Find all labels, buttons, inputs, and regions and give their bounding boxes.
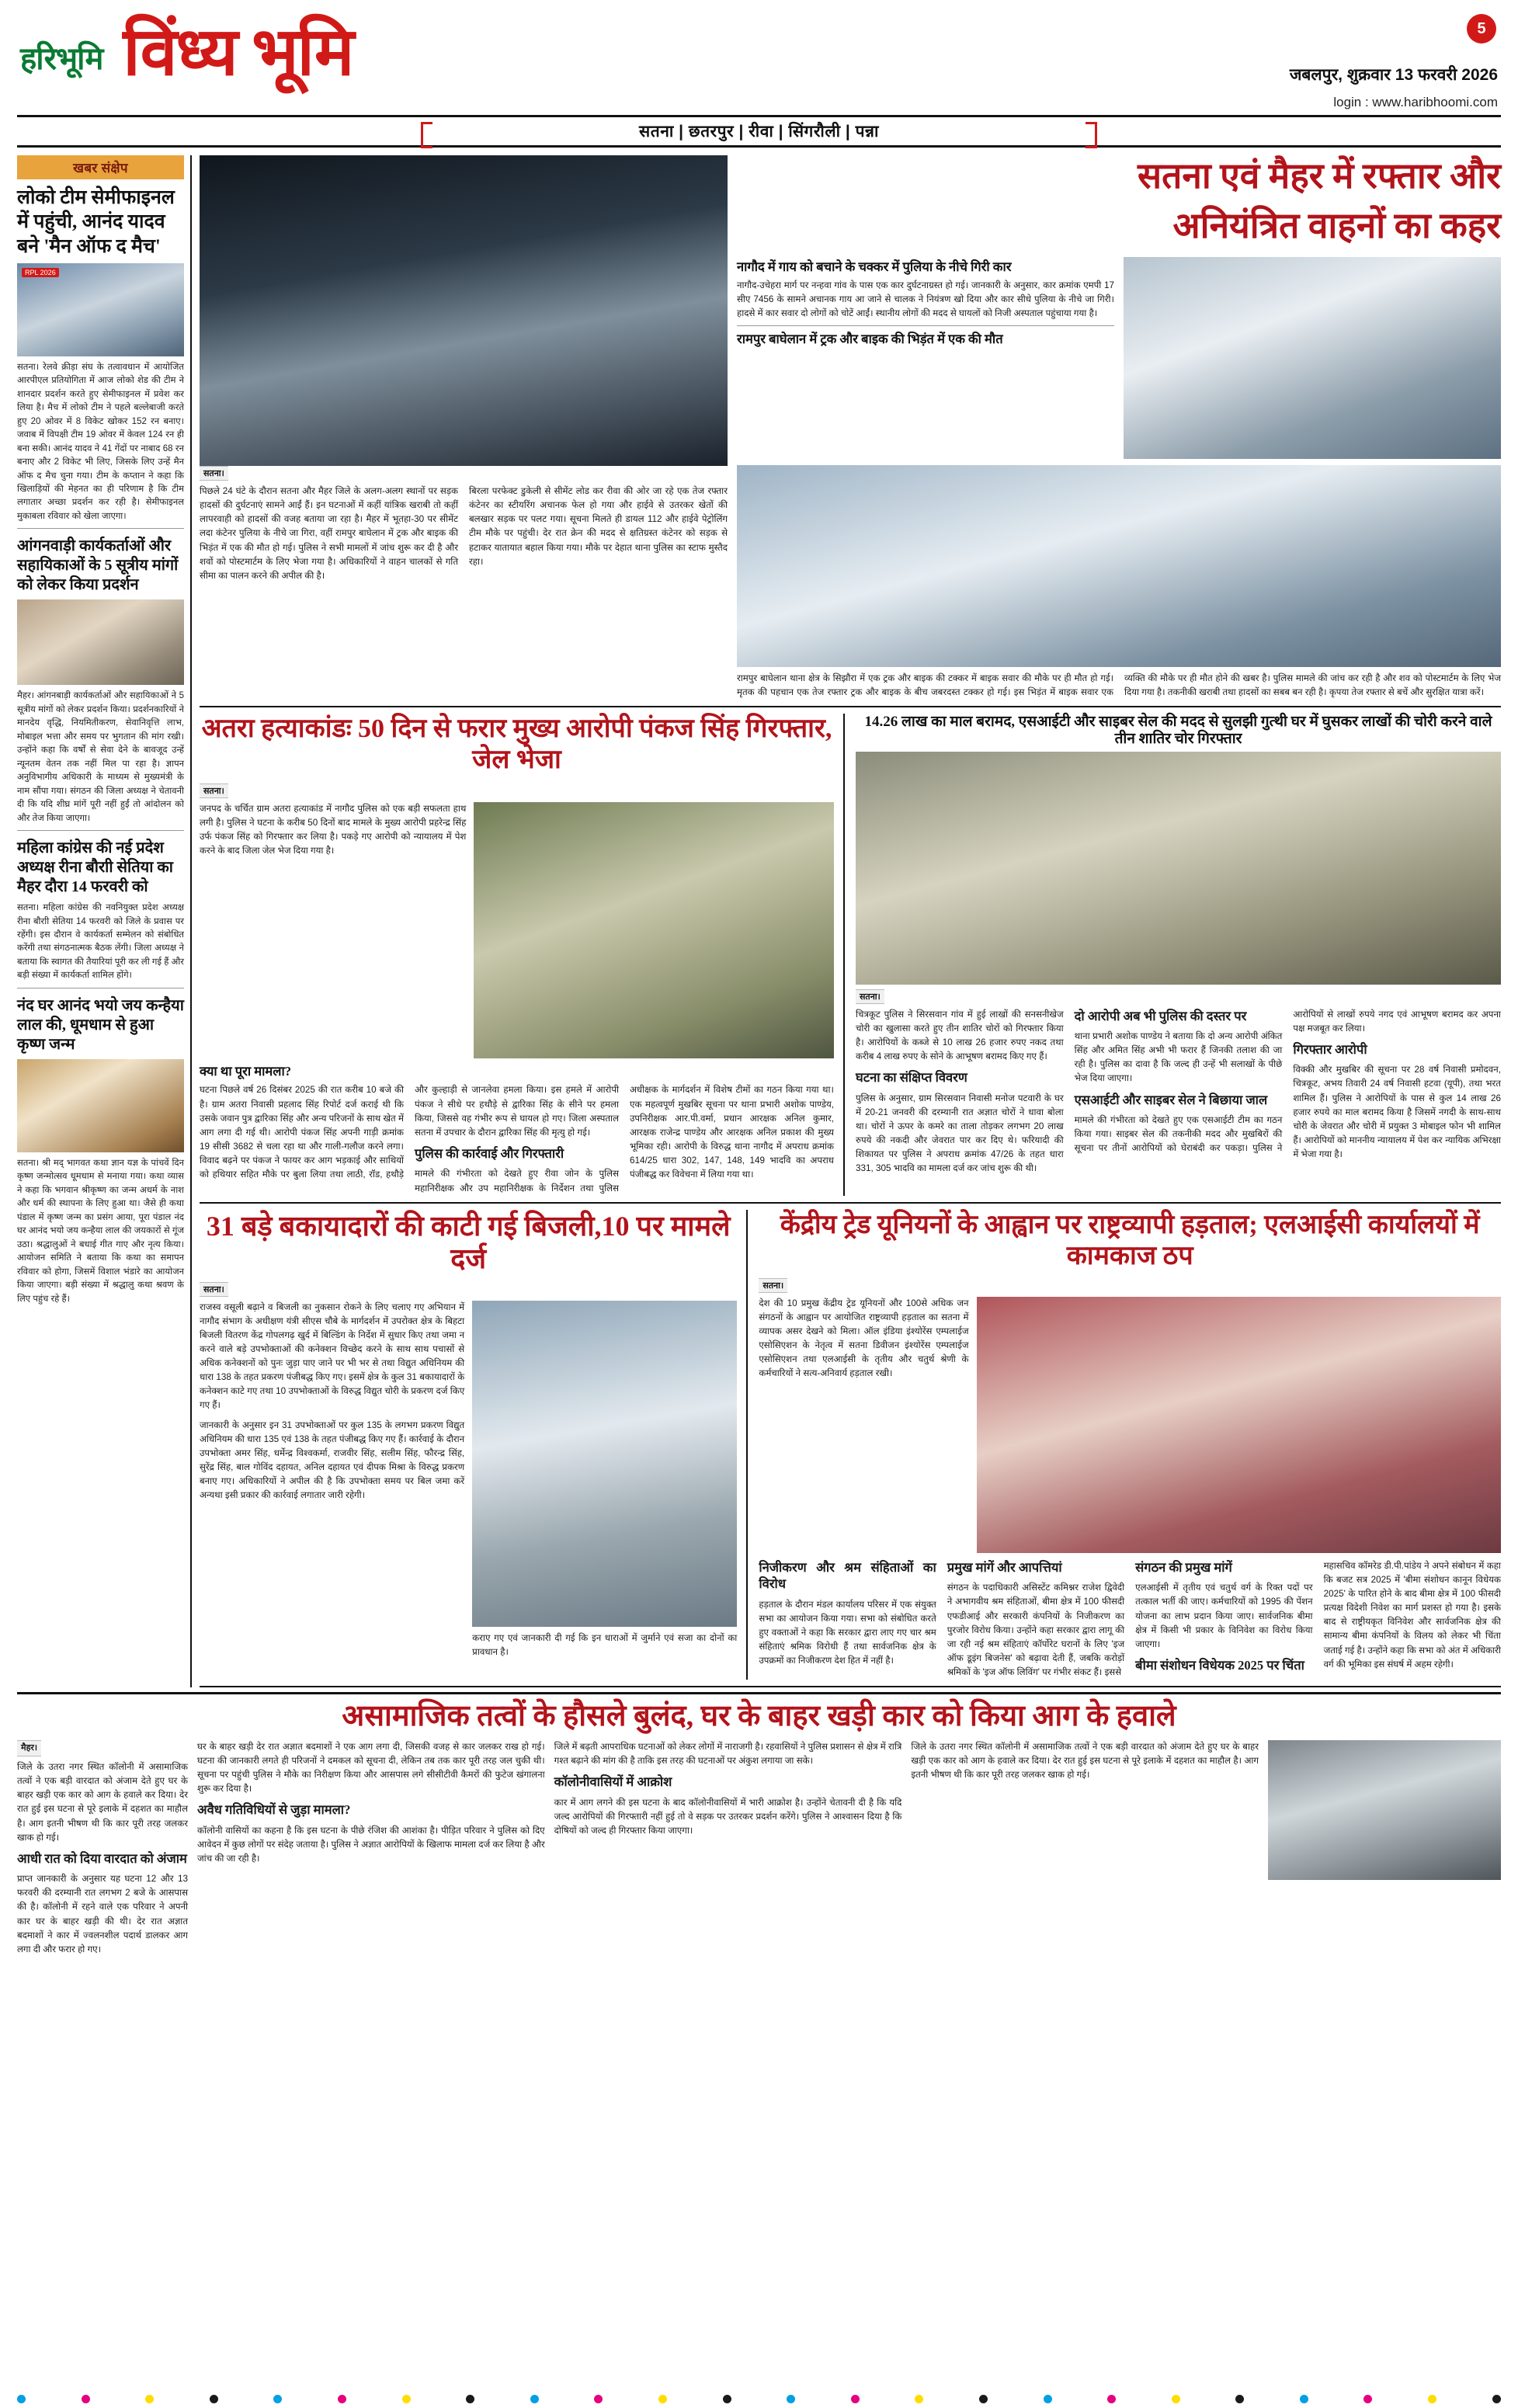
registration-dot (402, 2395, 411, 2403)
lead-headline-l2: अनियंत्रित वाहनों का कहर (1172, 206, 1501, 246)
power-dateline: सतना। (200, 1282, 228, 1297)
registration-marks (17, 2395, 1501, 2403)
page-number-badge: 5 (1467, 14, 1496, 43)
fire-col1 (197, 1740, 545, 1962)
story-theft (856, 714, 1501, 1196)
atra-p3: मामले की गंभीरता को देखते हुए रीवा जोन के पुलिस महानिरीक्षक और उप महानिरीक्षक के निर्देशन तथा पुलिस अधीक्षक के मार्गदर्शन में विशेष टीमों का गठन किया गया था। एक महत्वपूर्ण मुखबिर सूचना पर थाना प्रभारी अशोक पाण्डेय, उपनिरीक्षक आर.पी.वर्मा, प्रधान आरक्षक अनिल कुमार, आरक्षक राजेन्द्र पाण्डेय और आरक्षक अनिल प्रकाश की मुख्य भूमिका रही। आरोपी के विरुद्ध थाना नागौद में अपराध क्रमांक 614/25 धारा 302, 147, 148, 149 भादवि का अपराध पंजीबद्ध कर विवेचना में लिया गया था। (415, 1085, 834, 1194)
story-power (200, 1210, 748, 1680)
fire-p5: जिले में बढ़ती आपराधिक घटनाओं को लेकर लोगों में नाराजगी है। रहवासियों ने पुलिस प्रशासन से क्षेत्र में रात्रि गश्त बढ़ाने की मांग की है ताकि इस तरह की घटनाओं पर अंकुश लगाया जा सके। (554, 1741, 902, 1767)
registration-dot (787, 2395, 795, 2403)
rail-header: खबर संक्षेप (17, 155, 184, 179)
mid-stories-row (200, 714, 1501, 1204)
fire-sub3: कॉलोनीवासियों में आक्रोश (554, 1774, 672, 1790)
story-strike (759, 1210, 1501, 1680)
lead-sub1-title: नागौद में गाय को बचाने के चक्कर में पुलिया के नीचे गिरी कार (737, 259, 1012, 274)
rail-item4-title: नंद घर आनंद भयो जय कन्हैया लाल की, धूमधाम से हुआ कृष्ण जन्म (17, 996, 184, 1053)
strike-sub2: प्रमुख मांगें और आपत्तियां (947, 1559, 1062, 1575)
registration-dot (658, 2395, 667, 2403)
registration-dot (1300, 2395, 1308, 2403)
strike-p4: एलआईसी में तृतीय एवं चतुर्थ वर्ग के रिक्त पदों पर तत्काल भर्ती की जाए। कर्मचारियों को 1995 की पेंशन योजना का लाभ प्रदान किया जाए। सार्वजनिक बीमा क्षेत्र में किसी भी प्रकार के विनिवेश का विरोध किया जाएगा। (1135, 1583, 1313, 1649)
theft-body (856, 1008, 1501, 1176)
registration-dot (594, 2395, 603, 2403)
website-login: login : www.haribhoomi.com (1333, 95, 1498, 109)
registration-dot (979, 2395, 988, 2403)
rail-item2-photo (17, 599, 184, 685)
strike-p3: संगठन के पदाधिकारी असिस्टेंट कमिश्नर राजेश द्विवेदी ने अभागवीय श्रम संहिताओं, बीमा क्षेत्र में 100 फीसदी एफडीआई और सरकारी कंपनियों के निजीकरण का पुरजोर विरोध किया। उन्होंने कहा सरकार द्वारा लागू की जा रही नई श्रम संहिताएं कॉर्पोरेट घरानों के लिए 'इज ऑफ डूइंग बिजनेस' को बढ़ावा देती हैं, जबकि करोड़ों श्रमिकों के 'इज ऑफ लिविंग' पर गंभीर संकट हैं। इससे (947, 1583, 1125, 1678)
fire-col2 (554, 1740, 902, 1962)
main-content (200, 155, 1501, 1687)
rail-item3-text: सतना। महिला कांग्रेस की नवनियुक्त प्रदेश अध्यक्ष रीना बौराी सेतिया 14 फरवरी को जिले के प्रवास पर रहेंगी। इस दौरान वे कार्यकर्ता सम्मेलन को संबोधित करेंगी तथा संगठनात्मक बैठक लेंगी। जिला अध्यक्ष ने बताया कि स्वागत की तैयारियां पूरी कर ली गई हैं और बड़ी संख्या में कार्यकर्ता शामिल होंगे। (17, 903, 184, 981)
lead-photo-car (737, 465, 1501, 667)
lead-intro-text (200, 485, 728, 583)
theft-p1: चित्रकूट पुलिस ने सिरसवान गांव में हुई लाखों की सनसनीखेज चोरी का खुलासा करते हुए तीन शातिर चोरों को गिरफ्तार किया है। आरोपियों के कब्जे से 10 लाख 26 हजार रुपए नकद तथा करीब 4 लाख रुपए के सोने के आभूषण बरामद किए गए हैं। (856, 1009, 1064, 1062)
atra-sub2: पुलिस की कार्रवाई और गिरफ्तारी (415, 1145, 564, 1161)
atra-p1: जनपद के चर्चित ग्राम अतरा हत्याकांड में नागौद पुलिस को एक बड़ी सफलता हाथ लगी है। पुलिस ने घटना के करीब 50 दिनों बाद मामले के मुख्य आरोपी प्रहरेन्द्र सिंह उर्फ पंकज सिंह को गिरफ्तार कर लिया है। पकड़े गए आरोपी को न्यायालय में पेश करने के बाद जिला जेल भेज दिया गया है। (200, 804, 467, 857)
masthead (17, 14, 1501, 112)
registration-dot (1428, 2395, 1436, 2403)
theft-sub4: गिरफ्तार आरोपी (1293, 1041, 1367, 1057)
registration-dot (1235, 2395, 1244, 2403)
rail-item2-text: मैहर। आंगनबाड़ी कार्यकर्ताओं और सहायिकाओं ने 5 सूत्रीय मांगों को लेकर प्रदर्शन किया। प्रदर्शनकारियों ने मानदेय वृद्धि, नियमितीकरण, सेवानिवृत्ति लाभ, मोबाइल भत्ता और समय पर भुगतान की मांग रखी। उन्होंने कहा कि वर्षों से सेवा देने के बावजूद उन्हें न्यूनतम वेतन तक नहीं मिल पा रहा है। ज्ञापन अनुविभागीय अधिकारी के माध्यम से मुख्यमंत्री के नाम सौंपा गया। संगठन की जिला अध्यक्ष ने चेतावनी दी कि यदि शीघ्र मांगें पूरी नहीं हुईं तो आंदोलन को और तेज किया जाएगा। (17, 691, 184, 823)
fire-photo-burnt-car (1268, 1740, 1501, 1880)
registration-dot (210, 2395, 218, 2403)
registration-dot (1044, 2395, 1052, 2403)
fire-p2: प्राप्त जानकारी के अनुसार यह घटना 12 और 13 फरवरी की दरम्यानी रात लगभग 2 बजे के आसपास की है। कॉलोनी में रहने वाले एक परिवार ने अपनी कार घर के बाहर खड़ी की थी। देर रात अज्ञात बदमाशों ने कार में ज्वलनशील पदार्थ डालकर आग लगा दी और फरार हो गए। (17, 1874, 188, 1955)
edition-strip (17, 115, 1501, 148)
lead-photo-crane (200, 155, 728, 466)
rail-item1-text: सतना। रेलवे क्रीड़ा संघ के तत्वावधान में आयोजित आरपीएल प्रतियोगिता में आज लोको शेड की टीम ने शानदार प्रदर्शन करते हुए सेमीफाइनल में प्रवेश कर लिया है। मैच में लोको टीम ने पहले बल्लेबाजी करते हुए 20 ओवर में 8 विकेट खोकर 152 रन बनाए। जवाब में विपक्षी टीम 19 ओवर में केवल 124 रन ही बना सकी। आनंद यादव ने 41 गेंदों पर नाबाद 68 रन बनाए और 2 विकेट भी लिए, जिसके लिए उन्हें मैन ऑफ द मैच चुना गया। टीम के कप्तान ने कहा कि खिलाड़ियों की मेहनत का ही परिणाम है कि टीम लगातार अच्छा प्रदर्शन कर रही है। सेमीफाइनल मुकाबला रविवार को खेला जाएगा। (17, 362, 184, 521)
registration-dot (466, 2395, 474, 2403)
theft-dateline: सतना। (856, 989, 884, 1004)
strike-sub4: बीमा संशोधन विधेयक 2025 पर चिंता (1135, 1657, 1304, 1673)
atra-dateline: सतना। (200, 784, 228, 798)
power-p2: जानकारी के अनुसार इन 31 उपभोक्ताओं पर कुल 135 के लगभग प्रकरण विद्युत अधिनियम की धारा 135 एवं 138 के तहत पंजीबद्ध किए गए हैं। कार्रवाई के दौरान उपभोक्ता अमर सिंह, धर्मेन्द्र विश्वकर्मा, राजवीर सिंह, सलीम सिंह, फौरन्द्र सिंह, सुरेंद्र सिंह, बाल गोविंद दहायत, अनिल दहायत एवं दीपक मिश्रा के विरुद्ध प्रकरण बनाए गए। अधिकारियों ने अपील की है कि उपभोक्ता समय पर बिल जमा करें अन्यथा इसी प्रकार की कार्रवाई लगातार जारी रहेगी। (200, 1419, 465, 1501)
strike-photo-protest (977, 1297, 1501, 1553)
registration-dot (17, 2395, 26, 2403)
lower-stories-row (200, 1210, 1501, 1688)
registration-dot (723, 2395, 731, 2403)
story-fire (17, 1692, 1501, 1962)
publisher-logo: हरिभूमि (20, 40, 103, 76)
fire-p6: कार में आग लगने की इस घटना के बाद कॉलोनीवासियों में भारी आक्रोश है। उन्होंने चेतावनी दी है कि यदि जल्द आरोपियों की गिरफ्तारी नहीं हुई तो वे सड़क पर उतरकर प्रदर्शन करेंगे। पुलिस ने आश्वासन दिया है कि दोषियों को जल्द ही गिरफ्तार किया जाएगा। (554, 1797, 902, 1836)
photo-tag-rpl: RPL 2026 (22, 268, 59, 277)
rail-item4-photo (17, 1059, 184, 1152)
theft-p4: मामले की गंभीरता को देखते हुए एक एसआईटी टीम का गठन किया गया। साइबर सेल की तकनीकी मदद और मुखबिरों की सूचना पर तीनों आरोपियों को घेराबंदी कर पकड़ा। पुलिस ने आरोपियों से लाखों रुपये नगद एवं आभूषण बरामद कर अपना पक्ष मजबूत कर लिया। (1074, 1009, 1501, 1154)
theft-sub3: एसआईटी और साइबर सेल ने बिछाया जाल (1074, 1092, 1268, 1107)
lead-dateline: सतना। (200, 466, 228, 481)
strike-p2: हड़ताल के दौरान मंडल कार्यालय परिसर में एक संयुक्त सभा का आयोजन किया गया। सभा को संबोधित करते हुए वक्ताओं ने कहा कि सरकार द्वारा लाए गए चार श्रम संहिताएं श्रमिक विरोधी हैं तथा सार्वजनिक क्षेत्र के उपक्रमों का निजीकरण देश हित में नहीं है। (759, 1599, 936, 1666)
atra-p2: घटना पिछले वर्ष 26 दिसंबर 2025 की रात करीब 10 बजे की है। ग्राम अतरा निवासी प्रहलाद सिंह रिपोर्ट दर्ज कराई थी कि उसके जवान पुत्र द्वारिका सिंह और अन्य परिजनों के साथ खेत में आग लगा दी गई थी। आरोपी पंकज सिंह अपनी गाड़ी क्रमांक 19 सीसी 3682 से चला रहा था और गाली-गलौज करने लगा। विवाद बढ़ने पर पंकज ने फायर कर आग भड़काई और साथियों को हथियार सहित मौके पर बुला लिया तथा लाठी, रॉड, हथौड़े और कुल्हाड़ी से जानलेवा हमला किया। इस हमले में आरोपी पंकज ने सीधे पर हथौड़े से द्वारिका सिंह के सीने पर हमला किया, जिससे वह गंभीर रूप से घायल हो गए। जिला अस्पताल सतना में उपचार के दौरान द्वारिका सिंह की मृत्यु हो गई। (200, 1085, 619, 1180)
power-p1: राजस्व वसूली बढ़ाने व बिजली का नुकसान रोकने के लिए चलाए गए अभियान में नागौद संभाग के अधीक्षण यंत्री सीएस चौबे के मार्गदर्शन में उपरोक्त क्षेत्र के बिहटा बिजली वितरण केंद्र गोपलगढ़ खुर्द में बिल्डिंग के निर्देश में सुधार किए तथा जमा न करने वाले बड़े उपभोक्ताओं की कनेक्शन विच्छेद करने के साथ साथ पचासों से अधिक कनेक्शनों को पुनः जुड़ा पाए जाने पर भी भर से तथा विद्युत अधिनियम की धारा 138 के तहत प्रकरण पंजीबद्ध किए गए। इसमें क्षेत्र के कुल 31 बकायादारों के कनेक्शन काटे गए तथा 10 उपभोक्ताओं के विरुद्ध विद्युत चोरी के प्रकरण दर्ज किए गए हैं। (200, 1301, 465, 1411)
registration-dot (915, 2395, 923, 2403)
fire-p1: जिले के उतरा नगर स्थित कॉलोनी में असामाजिक तत्वों ने एक बड़ी वारदात को अंजाम देते हुए घर के बाहर खड़ी एक कार को आग के हवाले कर दिया। देर रात हुई इस घटना से पूरे इलाके में दहशत का माहौल है। आग इतनी भीषण थी कि कार पूरी तरह जलकर खाक हो गई। (17, 1762, 188, 1843)
atra-headline: अतरा हत्याकांडः 50 दिन से फरार मुख्य आरोपी पंकज सिंह गिरफ्तार, जेल भेजा (201, 714, 832, 774)
theft-sub1: घटना का संक्षिप्त विवरण (856, 1070, 967, 1086)
theft-p2: पुलिस के अनुसार, ग्राम सिरसवान निवासी मनोज पटवारी के घर में 20-21 जनवरी की दरम्यानी रात अज्ञात चोरों ने धावा बोला था। चोरों ने ऊपर के कमरे का ताला तोड़कर लगभग 20 लाख रुपये की नकदी और जेवरात पार कर दिए थे। फरियादी की शिकायत पर पुलिस ने अपराध क्रमांक 47/26 के तहत धारा 331, 305 भादवि का मामला दर्ज कर जांच शुरू की थी। (856, 1093, 1064, 1174)
strike-dateline: सतना। (759, 1278, 787, 1293)
registration-dot (1172, 2395, 1180, 2403)
theft-p3: थाना प्रभारी अशोक पाण्डेय ने बताया कि दो अन्य आरोपी अंकित सिंह और अमित सिंह अभी भी फरार हैं जिनकी तलाश की जा रही है। पुलिस का दावा है कि जल्द ही उन्हें भी सलाखों के पीछे भेज दिया जाएगा। (1074, 1031, 1283, 1084)
story-atra (200, 714, 845, 1196)
fire-sub1: आधी रात को दिया वारदात को अंजाम (17, 1850, 187, 1866)
registration-dot (273, 2395, 282, 2403)
edition-cities: सतना | छतरपुर | रीवा | सिंगरौली | पन्ना (639, 123, 879, 141)
theft-photo (856, 752, 1501, 985)
registration-dot (1492, 2395, 1501, 2403)
fire-col0 (17, 1740, 188, 1962)
lead-sub1-text: नागौद-उचेहरा मार्ग पर नन्हवा गांव के पास एक कार दुर्घटनाग्रस्त हो गई। जानकारी के अनुसार, कार क्रमांक एमपी 17 सीए 7456 के सामने अचानक गाय आ जाने से चालक ने नियंत्रण खो दिया और कार सीधे पुलिया के नीचे जा गिरी। हादसे में कार सवार दो लोगों को चोटें आईं। स्थानीय लोगों की मदद से घायलों को निजी अस्पताल पहुंचाया गया है। (737, 280, 1114, 319)
lead-sub2-title: रामपुर बाघेलान में ट्रक और बाइक की भिड़ंत में एक की मौत (737, 332, 1003, 347)
fire-col3 (911, 1740, 1259, 1962)
fire-dateline: मैहर। (17, 1740, 41, 1756)
power-photo-lineman (472, 1301, 737, 1627)
theft-kicker-headline: 14.26 लाख का माल बरामद, एसआईटी और साइबर सेल की मदद से सुलझी गुत्थी घर में घुसकर लाखों की चोरी करने वाले तीन शातिर चोर गिरफ्तार (864, 713, 1492, 748)
fire-photo-wrap (1268, 1740, 1501, 1962)
rail-item2-title: आंगनवाड़ी कार्यकर्ताओं और सहायिकाओं के 5 सूत्रीय मांगों को लेकर किया प्रदर्शन (17, 537, 179, 594)
fire-p3: घर के बाहर खड़ी देर रात अज्ञात बदमाशों ने एक आग लगा दी, जिसकी वजह से कार जलकर राख हो गई। घटना की जानकारी लगते ही परिजनों ने दमकल को सूचना दी, लेकिन तब तक कार पूरी तरह जल चुकी थी। सूचना पर पहुंची पुलिस ने मौके का निरीक्षण किया और आसपास लगे सीसीटीवी कैमरों की फुटेज खंगालना शुरू कर दिया है। (197, 1741, 545, 1795)
strike-p5: महासचिव कॉमरेड डी.पी.पांडेय ने अपने संबोधन में कहा कि बजट सत्र 2025 में 'बीमा संशोधन कानून विधेयक 2025' के पारित होने के बाद बीमा क्षेत्र में 100 फीसदी प्रत्यक्ष विदेशी निवेश का मार्ग प्रशस्त हो गया है। इसके बाद से राष्ट्रीयकृत विनिवेश और सार्वजनिक क्षेत्र की सामान्य बीमा कंपनियों के विलय को लेकर भी चिंता जताई गई है। उन्होंने कहा कि सभा को अंत में अधिकारी वर्ग की भूमिका इस संघर्ष में अहम रहेगी। (1323, 1560, 1501, 1670)
lead-photo-bridge (1124, 257, 1501, 459)
rail-item1-title: लोको टीम सेमीफाइनल में पहुंची, आनंद यादव बने 'मैन ऑफ द मैच' (17, 187, 175, 257)
registration-dot (82, 2395, 90, 2403)
power-col1 (200, 1301, 464, 1659)
strike-headline: केंद्रीय ट्रेड यूनियनों के आह्वान पर राष्ट्रव्यापी हड़ताल; एलआईसी कार्यालयों में कामकाज ठप (780, 1210, 1480, 1270)
strike-p1: देश की 10 प्रमुख केंद्रीय ट्रेड यूनियनों और 100से अधिक जन संगठनों के आह्वान पर आयोजित राष्ट्रव्यापी हड़ताल का सतना में व्यापक असर देखने को मिला। ऑल इंडिया इंश्योरेंस एम्पलाईज एसोसिएशन के नेतृत्व में सतना डिवीजन इंश्योरेंस एम्पलाईज एसोसिएशन तथा एलआईसी के तृतीय और चतुर्थ श्रेणी के कर्मचारियों ने सत्य-अनिवार्य हड़ताल रखी। (759, 1298, 969, 1379)
atra-photo-police (474, 802, 834, 1058)
newspaper-title: विंध्य भूमि (123, 15, 353, 89)
power-p3: कराए गए एवं जानकारी दी गई कि इन धाराओं में जुर्माने एवं सजा का दोनों का प्रावधान है। (472, 1632, 738, 1657)
lead-sub2-text: रामपुर बाघेलान थाना क्षेत्र के सिझौरा में एक ट्रक और बाइक की टक्कर में बाइक सवार की मौके पर ही मौत हो गई। मृतक की पहचान एक तेज रफ्तार ट्रक और बाइक के बीच जबरदस्त टक्कर हो गई। इस भिड़ंत में बाइक सवार एक व्यक्ति की मौके पर ही मौत होने की खबर है। पुलिस मामले की जांच कर रही है और शव को पोस्टमार्टम के लिए भेज दिया गया है। तकनीकी खराबी तथा हादसों का सबब बन रही है। कृपया तेज रफ्तार से बचें और सुरक्षित यात्रा करें। (737, 672, 1501, 697)
power-headline: 31 बड़े बकायादारों की काटी गई बिजली,10 पर मामले दर्ज (206, 1210, 731, 1275)
theft-sub2: दो आरोपी अब भी पुलिस की दस्तर पर (1074, 1008, 1247, 1023)
lead-headline-l1: सतना एवं मैहर में रफ्तार और (1138, 156, 1501, 196)
theft-p5: विक्की और मुखबिर की सूचना पर 28 वर्ष निवासी प्रमोदवन, चित्रकूट, अभय तिवारी 24 वर्ष निवासी हटवा (यूपी), तथा भरत शामिल हैं। पुलिस ने आरोपियों के पास से कुल 14 लाख 26 हजार रुपये का माल बरामद किया है जिसमें नगदी के साथ-साथ चोरी के जेवरात और चोरी में प्रयुक्त 3 मोबाइल फोन भी शामिल हैं। आरोपियों को माननीय न्यायालय में पेश कर न्यायिक अभिरक्षा में भेजा गया है। (1293, 1065, 1501, 1160)
lead-intro-p2: बिरला परफेक्ट डुकेली से सीमेंट लोड कर रीवा की ओर जा रहे एक तेज रफ्तार कंटेनर का स्टीयरिंग अचानक फेल हो गया और हाईवे से उतरकर खेतों की बलखार सड़क पर पलट गया। सूचना मिलते ही डायल 112 और हाईवे पेट्रोलिंग टीम मौके पर पहुंची। देर रात क्रेन की मदद से क्षतिग्रस्त कंटेनर को सड़क से हटाकर यातायात बहाल किया गया। मौके पर देहात थाना पुलिस का स्टाफ मुस्तैद रहा। (469, 486, 728, 567)
news-brief-rail (17, 155, 192, 1687)
rail-item4-text: सतना। श्री मद् भागवत कथा ज्ञान यज्ञ के पांचवें दिन कृष्ण जन्मोत्सव धूमधाम से मनाया गया। कथा व्यास ने कहा कि भगवान श्रीकृष्ण का जन्म अधर्म के नाश और धर्म की स्थापना के लिए हुआ था। जैसे ही कथा पंडाल में कृष्ण जन्म का प्रसंग आया, पूरा पंडाल नंद घर आनंद भयो जय कन्हैया लाल की जयकारों से गूंज उठा। श्रद्धालुओं ने बधाई गीत गाए और नृत्य किया। आयोजन समिति ने बताया कि कथा का समापन रविवार को होगा, जिसमें विशाल भंडारे का आयोजन किया जाएगा। बड़ी संख्या में श्रद्धालु कथा श्रवण के लिए पहुंच रहे हैं। (17, 1158, 184, 1304)
rail-item1-photo (17, 263, 184, 356)
edition-date: जबलपुर, शुक्रवार 13 फरवरी 2026 (1289, 66, 1498, 84)
strike-sub3: संगठन की प्रमुख मांगें (1135, 1559, 1232, 1575)
atra-body (200, 1083, 834, 1195)
fire-headline: असामाजिक तत्वों के हौसले बुलंद, घर के बाहर खड़ी कार को किया आग के हवाले (342, 1700, 1176, 1733)
registration-dot (1107, 2395, 1116, 2403)
strike-body (759, 1559, 1501, 1680)
fire-p1-dup: जिले के उतरा नगर स्थित कॉलोनी में असामाजिक तत्वों ने एक बड़ी वारदात को अंजाम देते हुए घर के बाहर खड़ी एक कार को आग के हवाले कर दिया। देर रात हुई इस घटना से पूरे इलाके में दहशत का माहौल है। आग इतनी भीषण थी कि कार पूरी तरह जलकर खाक हो गई। (911, 1741, 1259, 1781)
registration-dot (338, 2395, 346, 2403)
registration-dot (145, 2395, 154, 2403)
strike-sub1: निजीकरण और श्रम संहिताओं का विरोध (759, 1559, 936, 1592)
lead-story (200, 155, 1501, 707)
registration-dot (851, 2395, 860, 2403)
registration-dot (530, 2395, 539, 2403)
fire-p4: कॉलोनी वासियों का कहना है कि इस घटना के पीछे रंजिश की आशंका है। पीड़ित परिवार ने पुलिस को दिए आवेदन में कुछ लोगों पर संदेह जताया है। पुलिस ने अज्ञात आरोपियों के खिलाफ मामला दर्ज कर लिया है और जांच की जा रही है। (197, 1825, 545, 1864)
registration-dot (1363, 2395, 1372, 2403)
rail-item3-title: महिला कांग्रेस की नई प्रदेश अध्यक्ष रीना बौराी सेतिया का मैहर दौरा 14 फरवरी को (17, 839, 173, 896)
fire-sub2: अवैध गतिविधियों से जुड़ा मामला? (197, 1802, 351, 1818)
masthead-logos (20, 15, 353, 89)
lead-intro-p1: पिछले 24 घंटे के दौरान सतना और मैहर जिले के अलग-अलग स्थानों पर सड़क हादसों की दुर्घटनाएं सामने आईं हैं। इन घटनाओं में कहीं यांत्रिक खराबी तो कहीं लापरवाही को हादसों की वजह बताया जा रहा है। मैहर में भूतहा-30 पर सीमेंट लदा कंटेनर पुलिया के नीचे जा गिरा, वहीं रामपुर बाघेलान में ट्रक और बाइक की भिड़ंत में एक की मौत हो गई। पुलिस ने सभी मामलों में जांच शुरू कर दी है और शवों को पोस्टमार्टम के लिए भेजा गया है। अधिकारियों ने वाहन चालकों से गति सीमा का पालन करने की अपील की है। (200, 486, 458, 581)
atra-sub1: क्या था पूरा मामला? (200, 1064, 291, 1079)
